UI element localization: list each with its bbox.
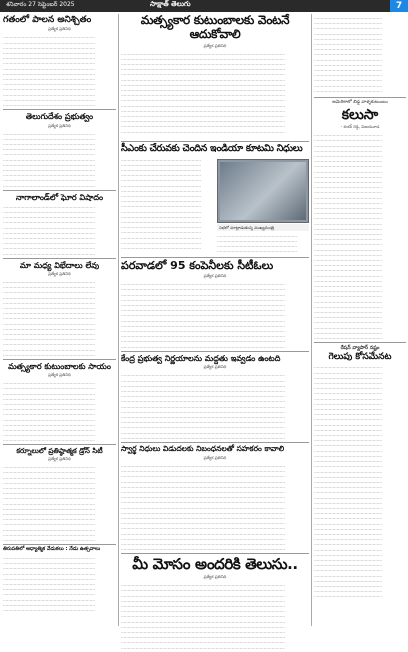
article-body: …………………………………………………………………………………………………………… …………………………………………………………………………………………………………… …………………………………………………………………………………………………………… …………………………………………………………………………………………………………… …………………………………………………………………………………………………………… …………………………………………………………………………………………………………… …………………………………………………………………………………………………………… …………………………………………………………………………………………………………… …………………………………………………………………………………………………………… …………………………………………………………………………………………………………… …………………………………………………………………………………………………………… …………………………………………………………………………………………………………… ……………………………………………………………………………………………………………	[121, 372, 285, 440]
article-title: తిరుపతిలో ఆధ్యాత్మిక వేడుకలు : నేడు ఉత్సవాలు	[3, 546, 101, 553]
column-divider	[311, 14, 312, 626]
article-body: …………………………………………………………………………………………………………… …………………………………………………………………………………………………………… …………………………………………………………………………………………………………… …………………………………………………………………………………………………………… …………………………………………………………………………………………………………… …………………………………………………………………………………………………………… …………………………………………………………………………………………………………… …………………………………………………………………………………………………………… …………………………………………………………………………………………………………… …………………………………………………………………………………………………………… …………………………………………………………………………………………………………… …………………………………………………………………………………………………………… …………………………………………………………………………………………………………… …………………………………………………………………………………………………………… …………………………………………………………………………………………………………… …………………………………………………………………………………………………………… ……………………………………………………………………………………………………………	[121, 462, 285, 552]
article-title: కర్నూలులో ప్రతిష్ఠాత్మక డ్రోన్ సిటీ	[16, 447, 103, 456]
page-number: 7	[390, 0, 408, 12]
article-body: …………………………………………………………………………………………………………… …………………………………………………………………………………………………………… …………………………………………………………………………………………………………… …………………………………………………………………………………………………………… …………………………………………………………………………………………………………… …………………………………………………………………………………………………………… …………………………………………………………………………………………………………… …………………………………………………………………………………………………………… …………………………………………………………………………………………………………… …………………………………………………………………………………………………………… …………………………………………………………………………………………………………… …………………………………………………………………………………………………………… …………………………………………………………………………………………………………… …………………………………………………………………………………………………………… …………………………………………………………………………………………………………… ……………………………………………………………………………………………………………	[121, 50, 285, 134]
article-body: …………………………………………………………………………………………………………… …………………………………………………………………………………………………………… …………………………………………………………………………………………………………… …………………………………………………………………………………………………………… …………………………………………………………………………………………………………… …………………………………………………………………………………………………………… …………………………………………………………………………………………………………… …………………………………………………………………………………………………………… …………………………………………………………………………………………………………… …………………………………………………………………………………………………………… …………………………………………………………………………………………………………… …………………………………………………………………………………………………………… ……………………………………………………………………………………………………………	[121, 582, 285, 650]
poem-body: …………………………………………… …………………………………………… …………………………………………… …………………………………………… …………………………………………… …………………………………………… …………………………………………… …………………………………………… …………………………………………… …………………………………………… …………………………………………… …………………………………………… …………………………………………… …………………………………………… …………………………………………… …………………………………………… …………………………………………… …………………………………………… …………………………………………… …………………………………………… …………………………………………… …………………………………………… …………………………………………… …………………………………………… …………………………………………… …………………………………………… …………………………………………… …………………………………………… …………………………………………… …………………………………………… …………………………………………… …………………………………………… …………………………………………… …………………………………………… …………………………………………… …………………………………………… …………………………………………… …………………………………………… …………………………………………… ……………………………………………	[314, 132, 382, 341]
article-body: …………………………………………… …………………………………………… …………………………………………… …………………………………………… …………………………………………… …………………………………………… …………………………………………… …………………………………………… …………………………………………… …………………………………………… …………………………………………… …………………………………………… …………………………………………… …………………………………………… …………………………………………… …………………………………………… …………………………………………… …………………………………………… …………………………………………… …………………………………………… …………………………………………… …………………………………………… …………………………………………… …………………………………………… …………………………………………… …………………………………………… …………………………………………… …………………………………………… …………………………………………… …………………………………………… …………………………………………… …………………………………………… …………………………………………… …………………………………………… …………………………………………… …………………………………………… …………………………………………… …………………………………………… …………………………………………… …………………………………………… …………………………………………… …………………………………………… …………………………………………… …………………………………………… ……………………………………………	[314, 364, 382, 599]
left-column	[3, 15, 116, 627]
news-photo	[217, 159, 309, 223]
byline: ప్రత్యేక ప్రతినిధి	[48, 456, 71, 462]
poem-intro: అమెరికాలో బిడ్డ వాళ్ళకుటుంబం	[332, 100, 388, 105]
article-body: …………………………………………………………………………………………………………… …………………………………………………………………………………………………………… …………………………………………………………………………………………………………… …………………………………………………………………………………………………………… …………………………………………………………………………………………………………… …………………………………………………………………………………………………………… …………………………………………………………………………………………………………… …………………………………………………………………………………………………………… …………………………………………………………………………………………………………… …………………………………………………………………………………………………………… …………………………………………………………………………………………………………… …………………………………………………………………………………………………………… ……………………………………………………………………………………………………………	[121, 281, 285, 349]
article-body: …………………………………………………………… …………………………………………………………… …………………………………………………………… …………………………………………………………… …………………………………………………………… …………………………………………………………… …………………………………………………………… …………………………………………………………… …………………………………………………………… …………………………………………………………… ……………………………………………………………	[3, 130, 95, 188]
article-title: గతంలో పాలన అనిశ్చితం	[3, 15, 92, 25]
byline: ప్రత్యేక ప్రతినిధి	[203, 364, 227, 370]
article-body: …………………………………………………………… …………………………………………………………… …………………………………………………………… …………………………………………………………… …………………………………………………………… …………………………………………………………… …………………………………………………………… …………………………………………………………… …………………………………………………………… …………………………………………………………… …………………………………………………………… …………………………………………………………… …………………………………………………………… …………………………………………………………… ……………………………………………………………	[3, 278, 95, 357]
article-body: …………………………………………… …………………………………………… …………………………………………… …………………………………………… …………………………………………… …………………………………………… …………………………………………… …………………………………………… …………………………………………… …………………………………………… …………………………………………… …………………………………………… …………………………………………… …………………………………………… ……………………………………………	[314, 15, 382, 93]
article-body: …………………………………………………………… …………………………………………………………… …………………………………………………………… …………………………………………………………… …………………………………………………………… …………………………………………………………… …………………………………………………………… …………………………………………………………… …………………………………………………………… ……………………………………………………………	[3, 203, 95, 256]
byline: ప్రత్యేక ప్రతినిధి	[48, 372, 71, 378]
article-title: తెలుగుదేశం ప్రభుత్వం	[25, 112, 94, 122]
article-body: …………………………………………………………… …………………………………………………………… …………………………………………………………… …………………………………………………………… …………………………………………………………… …………………………………………………………… …………………………………………………………… …………………………………………………………… …………………………………………………………… …………………………………………………………… …………………………………………………………… …………………………………………………………… …………………………………………………………… ……………………………………………………………	[3, 34, 95, 107]
photo-caption: సభలో మాట్లాడుతున్న ముఖ్యమంత్రి	[217, 224, 309, 231]
article-body: …………………………………………………… …………………………………………………… …………………………………………………… ……………………………………………………	[217, 232, 297, 254]
article-title: పరవాడలో 95 కంపెనీలకు సీటీఓలు	[121, 258, 274, 272]
article-title: సీఎంకు చేరువకు చెందిన ఇండియా కూటమి నిధులు	[121, 142, 303, 154]
article-title: మీ మోసం అందరికి తెలుసు..	[132, 554, 298, 573]
byline: ప్రత్యేక ప్రతినిధి	[48, 270, 71, 276]
banner-headline: మత్స్యకార కుటుంబాలకు వెంటనే ఆదుకోవాలి	[140, 13, 290, 41]
article-kicker: రేషన్ వ్యాపార్ నష్టం	[340, 345, 380, 352]
right-column	[314, 15, 406, 627]
poem-title: కలుసా	[341, 107, 379, 123]
issue-date: శనివారం 27 సెప్టెంబర్ 2025	[6, 1, 75, 8]
column-divider	[118, 14, 119, 626]
byline: ప్రత్యేక ప్రతినిధి	[203, 42, 227, 48]
article-title: స్వార్థ నిధులు విడుదలకు నిబంధనలతో సహకరం కావాలి	[121, 444, 285, 454]
article-body: …………………………………………………………… …………………………………………………………… …………………………………………………………… …………………………………………………………… …………………………………………………………… …………………………………………………………… …………………………………………………………… …………………………………………………………… …………………………………………………………… …………………………………………………………… …………………………………………………………… …………………………………………………………… …………………………………………………………… …………………………………………………………… ……………………………………………………………	[3, 464, 95, 542]
article-title: కేంద్ర ప్రభుత్వ నిర్ణయాలను మద్దతు ఇవ్వడం ఉంటది	[121, 354, 281, 364]
byline: ప్రత్యేక ప్రతినిధి	[48, 26, 71, 32]
byline: ప్రత్యేక ప్రతినిధి	[203, 454, 227, 460]
article-body: …………………………………………………………… …………………………………………………………… …………………………………………………………… …………………………………………………………… …………………………………………………………… …………………………………………………………… …………………………………………………………… …………………………………………………………… …………………………………………………………… …………………………………………………………… ……………………………………………………………	[3, 554, 95, 612]
article-title: గెలుపు కోసమేనట	[328, 352, 392, 363]
byline: ప్రత్యేక ప్రతినిధి	[48, 122, 71, 128]
poem-byline: - శంకర్ రెడ్డి, విజయవాడ	[340, 124, 380, 130]
main-area	[121, 13, 309, 650]
byline: ప్రత్యేక ప్రతినిధి	[203, 273, 227, 279]
article-body: …………………………………………………… …………………………………………………… …………………………………………………… …………………………………………………… …………………………………………………… …………………………………………………… …………………………………………………… …………………………………………………… …………………………………………………… …………………………………………………… …………………………………………………… …………………………………………………… …………………………………………………… …………………………………………………… …………………………………………………… …………………………………………………… …………………………………………………… ……………………………………………………	[121, 156, 201, 250]
article-title: మత్స్యకార కుటుంబాలకు సాయం	[8, 361, 111, 371]
article-title: నాగాలాండ్‌లో ఘోర విషాదం	[15, 192, 104, 202]
byline: ప్రత్యేక ప్రతినిధి	[203, 574, 227, 580]
page-header-bar	[0, 0, 408, 12]
article-body: …………………………………………………………… …………………………………………………………… …………………………………………………………… …………………………………………………………… …………………………………………………………… …………………………………………………………… …………………………………………………………… …………………………………………………………… …………………………………………………………… …………………………………………………………… …………………………………………………………… ……………………………………………………………	[3, 380, 95, 443]
masthead: సాక్షాత్ తెలుగు	[150, 0, 191, 8]
article-title: మా మధ్య విభేదాలు లేవు	[19, 260, 100, 270]
